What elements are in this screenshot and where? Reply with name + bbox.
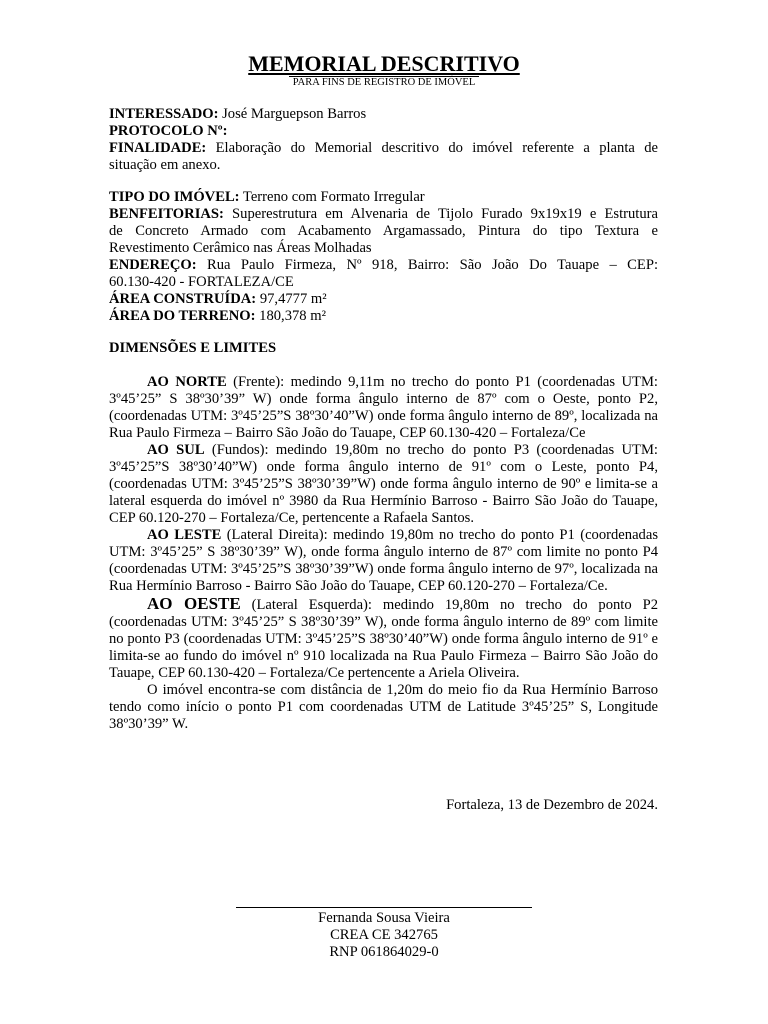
signature-line <box>236 907 532 908</box>
sul-text: (Fundos): medindo 19,80m no trecho do ponto P3 (coordenadas UTM: 3º45’25”S 38º30’40”W) onde forma ângulo interno de 91º com o Leste, ponto P4, (coordenadas UTM: 3º45’25”S 38º30’39”W) onde forma ângulo interno de 90º e limita-se a lateral esquerda do imóvel nº 3980 da Rua Hermínio Barroso - Bairro São João do Tauape, CEP 60.120-270 – Fortaleza/Ce, pertencente a Rafaela Santos. <box>109 442 658 526</box>
property-section <box>109 189 658 325</box>
protocolo-label: PROTOCOLO Nº: <box>109 123 228 139</box>
sul-paragraph <box>109 442 658 527</box>
finalidade-label: FINALIDADE: <box>109 140 207 156</box>
sul-label: AO SUL <box>147 442 205 458</box>
signature-block <box>0 910 768 961</box>
endereco-label: ENDEREÇO: <box>109 257 197 273</box>
endereco-value: Rua Paulo Firmeza, Nº 918, Bairro: São João Do Tauape – CEP: <box>196 257 658 273</box>
dimensions-section <box>109 374 658 733</box>
signer-crea: CREA CE 342765 <box>330 927 438 943</box>
tipo-line <box>109 189 658 206</box>
benfeitorias-label: BENFEITORIAS: <box>109 206 224 222</box>
tipo-label: TIPO DO IMÓVEL: <box>109 189 240 205</box>
tipo-value: Terreno com Formato Irregular <box>239 189 425 205</box>
signer-rnp: RNP 061864029-0 <box>329 944 439 960</box>
benfeitorias-line-2: de Concreto Armado com Acabamento Argamassado, Pintura do tipo Textura e <box>109 223 658 239</box>
endereco-line <box>109 257 658 274</box>
area-terreno-line <box>109 308 658 325</box>
oeste-text: (Lateral Esquerda): medindo 19,80m no trecho do ponto P2 (coordenadas UTM: 3º45’25” S 38º30’39” W), onde forma ângulo interno de 89º com limite no ponto P3 (coordenadas UTM: 3º45’25”S 38º30’40”W) onde forma ângulo interno de 91º e limita-se ao fundo do imóvel nº 910 localizada na Rua Paulo Firmeza – Bairro São João do Tauape, CEP 60.130-420 – Fortaleza/Ce pertencente a Ariela Oliveira. <box>109 597 658 681</box>
area-terreno-value: 180,378 m² <box>255 308 326 324</box>
dimensions-heading: DIMENSÕES E LIMITES <box>109 340 277 356</box>
norte-label: AO NORTE <box>147 374 227 390</box>
interessado-value: José Marguepson Barros <box>218 106 367 122</box>
protocolo-line <box>109 123 658 140</box>
closing-paragraph: O imóvel encontra-se com distância de 1,20m do meio fio da Rua Hermínio Barroso tendo como início o ponto P1 com coordenadas UTM de Latitude 3º45’25” S, Longitude 38º30’39” W. <box>109 682 658 732</box>
info-section <box>109 106 658 174</box>
leste-paragraph <box>109 527 658 595</box>
area-construida-label: ÁREA CONSTRUÍDA: <box>109 291 257 307</box>
benfeitorias-value: Superestrutura em Alvenaria de Tijolo Furado 9x19x19 e Estrutura <box>223 206 658 222</box>
oeste-paragraph <box>109 595 658 682</box>
leste-text: (Lateral Direita): medindo 19,80m no trecho do ponto P1 (coordenadas UTM: 3º45’25” S 38º30’39” W), onde forma ângulo interno de 87º com limite no ponto P4 (coordenadas UTM: 3º45’25”S 38º30’39”W) onde forma ângulo interno de 97º, localizada na Rua Hermínio Barroso - Bairro São João do Tauape, CEP 60.120-270 – Fortaleza/Ce. <box>109 527 659 594</box>
area-terreno-label: ÁREA DO TERRENO: <box>109 308 256 324</box>
document-date: Fortaleza, 13 de Dezembro de 2024. <box>446 797 658 813</box>
leste-label: AO LESTE <box>147 527 222 543</box>
finalidade-continuation: situação em anexo. <box>109 157 221 173</box>
interessado-label: INTERESSADO: <box>109 106 219 122</box>
finalidade-value: Elaboração do Memorial descritivo do imóvel referente a planta de <box>206 140 658 156</box>
interessado-line <box>109 106 658 123</box>
document-title: MEMORIAL DESCRITIVO <box>248 51 520 76</box>
norte-text: (Frente): medindo 9,11m no trecho do ponto P1 (coordenadas UTM: 3º45’25” S 38º30’39” W) onde forma ângulo interno de 87º com o Oeste, ponto P2, (coordenadas UTM: 3º45’25”S 38º30’40”W) onde forma ângulo interno de 89º, localizada na Rua Paulo Firmeza – Bairro São João do Tauape, CEP 60.130-420 – Fortaleza/Ce <box>109 374 658 441</box>
endereco-line-2: 60.130-420 - FORTALEZA/CE <box>109 274 294 290</box>
document-subtitle: PARA FINS DE REGISTRO DE IMÓVEL <box>0 77 768 89</box>
area-construida-line <box>109 291 658 308</box>
oeste-label: AO OESTE <box>147 594 241 613</box>
finalidade-line <box>109 140 658 157</box>
signer-name: Fernanda Sousa Vieira <box>318 910 450 926</box>
area-construida-value: 97,4777 m² <box>256 291 327 307</box>
benfeitorias-line <box>109 206 658 223</box>
benfeitorias-line-3: Revestimento Cerâmico nas Áreas Molhadas <box>109 240 372 256</box>
norte-paragraph <box>109 374 658 442</box>
